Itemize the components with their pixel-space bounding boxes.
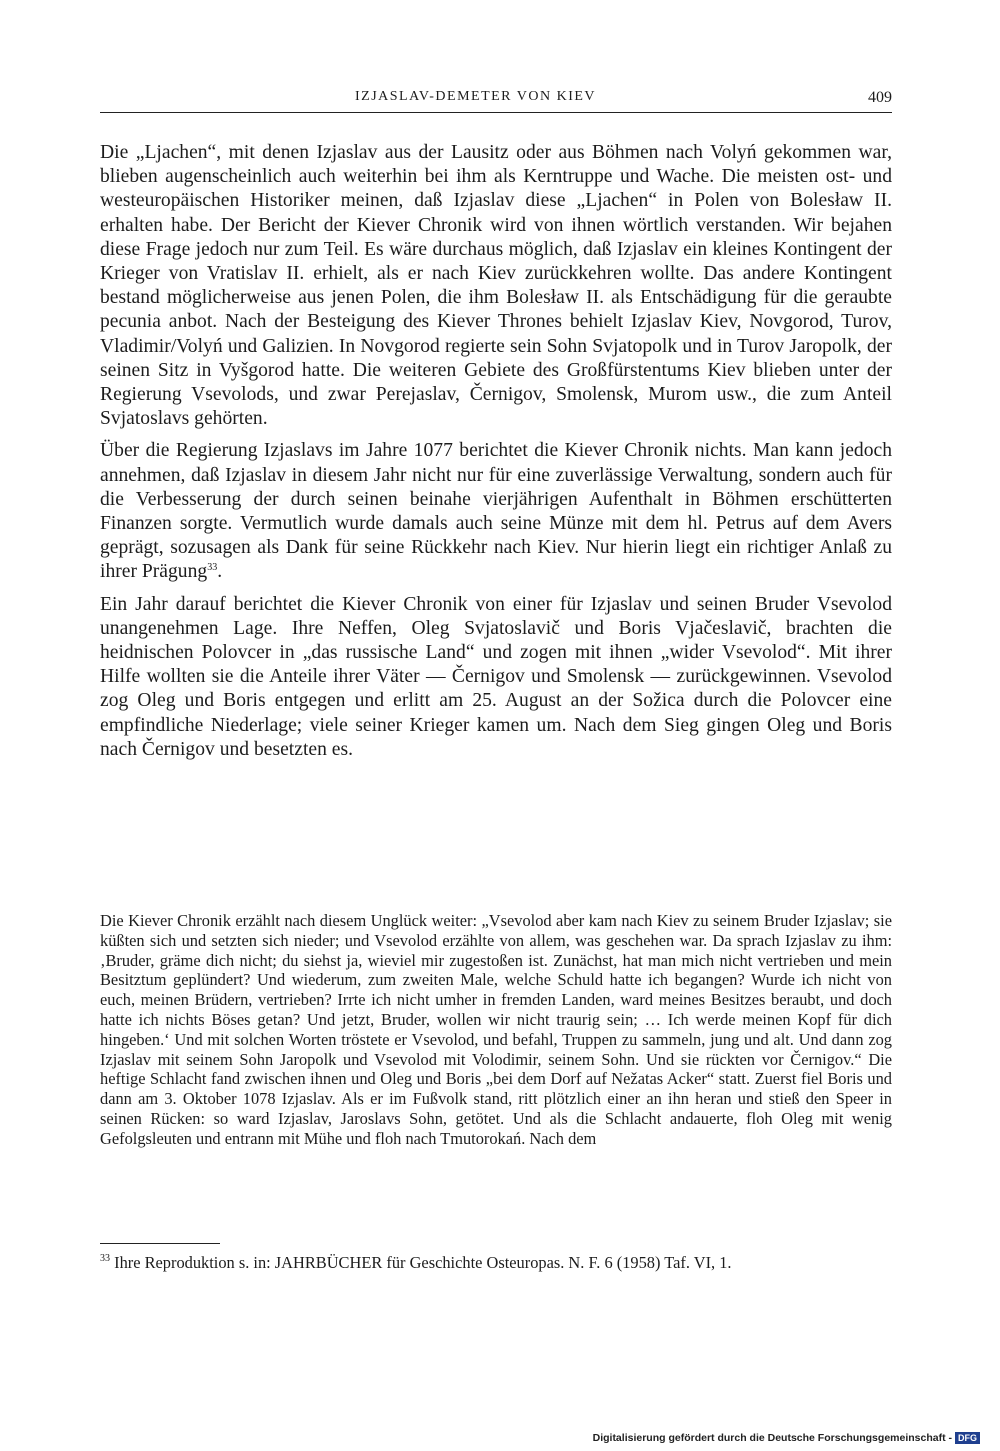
footnote-text: Ihre Reproduktion s. in: JAHRBÜCHER für Geschichte Osteuropas. N. F. 6 (1958) Taf. VI, 1. xyxy=(114,1253,732,1272)
footnote-rule xyxy=(100,1243,220,1244)
footnote-reference[interactable]: 33 xyxy=(207,562,218,574)
paragraph xyxy=(100,439,892,584)
footnote-number: 33 xyxy=(100,1253,110,1264)
paragraph-end: . xyxy=(217,561,223,583)
header-rule xyxy=(100,112,892,113)
page-number: 409 xyxy=(868,89,892,106)
running-title: IZJASLAV-DEMETER VON KIEV xyxy=(355,89,597,104)
dfg-logo-icon: DFG xyxy=(955,1432,980,1444)
credit-text: Digitalisierung gefördert durch die Deutsche Forschungsgemeinschaft - xyxy=(592,1432,952,1444)
paragraph: Die „Ljachen“, mit denen Izjaslav aus der Lausitz oder aus Böhmen nach Volyń gekommen war, blieben augenscheinlich auch weiterhin bei ihm als Kerntruppe und Wache. Die meisten ost- und westeuropäischen Historiker meinen, daß Izjaslav diese „Ljachen“ in Polen von Bolesław II. erhalten habe. Der Bericht der Kiever Chronik wird von ihnen wörtlich verstanden. Wir bejahen diese Frage jedoch nur zum Teil. Es wäre durchaus möglich, daß Izjaslav ein kleines Kontingent der Krieger von Vratislav II. erhielt, als er nach Kiev zurückkehren wollte. Das andere Kontingent bestand möglicherweise aus jenen Polen, die ihm Bolesław II. als Entschädigung für die geraubte pecunia anbot. Nach der Besteigung des Kiever Thrones behielt Izjaslav Kiev, Novgorod, Turov, Vladimir/Volyń und Galizien. In Novgorod regierte sein Sohn Svjatopolk und in Turov Jaropolk, der seinen Sitz in Vyšgorod hatte. Die weiteren Gebiete des Großfürstentums Kiev blieben unter der Regierung Vsevolods, und zwar Perejaslav, Černigov, Smolensk, Murom usw., die zum Anteil Svjatoslavs gehörten. xyxy=(100,142,892,430)
main-text xyxy=(100,141,892,770)
quote-text: Die Kiever Chronik erzählt nach diesem Unglück weiter: „Vsevolod aber kam nach Kiev zu seinem Bruder Izjaslav; sie küßten sich und setzten sich nieder; und Vsevolod erzählte von allem, was geschehen war. Da sprach Izjaslav zu ihm: ‚Bruder, gräme dich nicht; du siehst ja, wieviel mir zugestoßen ist. Zunächst, hat man mich nicht vertrieben und mein Besitztum geplündert? Und wiederum, zum zweiten Male, welche Schuld hatte ich begangen? Wurde ich nicht von euch, meinen Brüdern, vertrieben? Irrte ich nicht umher in fremden Landen, ward meines Besitzes beraubt, und doch hatte ich nichts Böses getan? Und jetzt, Bruder, wollen wir nicht traurig sein; … Ich werde meinen Kopf für dich hingeben.‘ Und mit solchen Worten tröstete er Vsevolod, und befahl, Truppen zu sammeln, jung und alt. Und dann zog Izjaslav mit seinem Sohn Jaropolk und Vsevolod mit Volodimir, seinem Sohn. Und sie rückten vor Černigov.“ Die heftige Schlacht fand zwischen ihnen und Oleg und Boris „bei dem Dorf auf Nežatas Acker“ statt. Zuerst fiel Boris und dann am 3. Oktober 1078 Izjaslav. Als er im Fußvolk stand, ritt plötzlich einer an ihn heran und stieß den Speer in seinen Rücken: so ward Izjaslav, Jaroslavs Sohn, getötet. Und als die Schlacht andauerte, floh Oleg mit wenig Gefolgsleuten und entrann mit Mühe und floh nach Tmutorokań. Nach dem xyxy=(100,911,892,1148)
footnote xyxy=(100,1252,892,1274)
paragraph: Ein Jahr darauf berichtet die Kiever Chronik von einer für Izjaslav und seinen Bruder Vsevolod unangenehmen Lage. Ihre Neffen, Oleg Svjatoslavič und Boris Vjačeslavič, brachten die heidnischen Polovcer in „das russische Land“ und zogen mit ihnen „wider Vsevolod“. Mit ihrer Hilfe wollten sie die Anteile ihrer Väter — Černigov und Smolensk — zurückgewinnen. Vsevolod zog Oleg und Boris entgegen und erlitt am 25. August an der Sožica durch die Polovcer eine empfindliche Niederlage; viele seiner Krieger kamen um. Nach dem Sieg gingen Oleg und Boris nach Černigov und besetzten es. xyxy=(100,593,892,760)
paragraph-text: Über die Regierung Izjaslavs im Jahre 1077 berichtet die Kiever Chronik nichts. Man kann jedoch annehmen, daß Izjaslav in diesem Jahr nicht nur für eine zuverlässige Verwaltung, sondern auch für die Verbesserung der durch seinen beinahe vierjährigen Aufenthalt in Böhmen erschütterten Finanzen sorgte. Vermutlich wurde damals auch seine Münze mit dem hl. Petrus auf dem Avers geprägt, sozusagen als Dank für seine Rückkehr nach Kiev. Nur hierin liegt ein richtiger Anlaß zu ihrer Prägung xyxy=(100,440,892,583)
digitization-credit xyxy=(593,1432,980,1444)
footnote-line xyxy=(100,1252,892,1274)
block-quote xyxy=(100,911,892,1149)
